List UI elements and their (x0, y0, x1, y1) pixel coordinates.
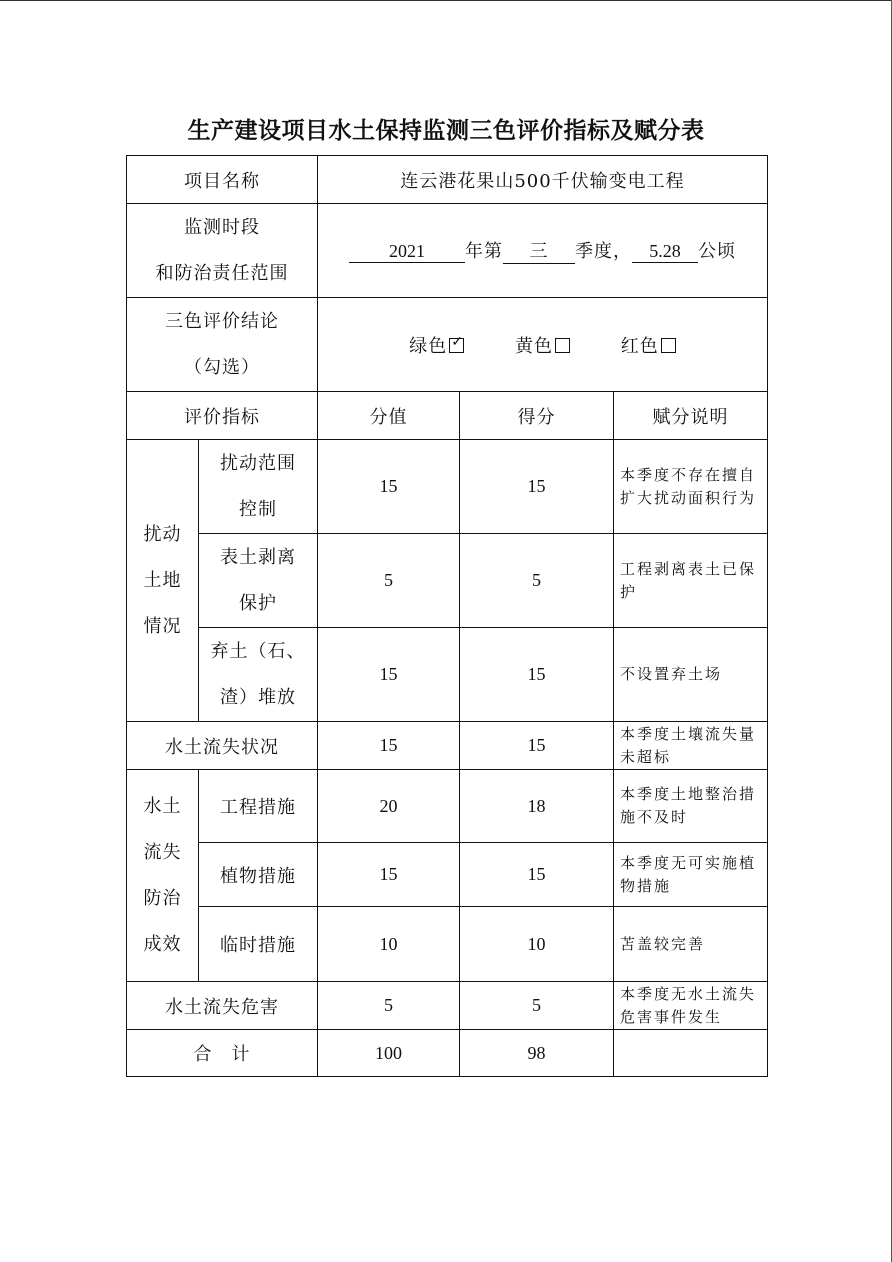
score: 15 (460, 843, 614, 907)
group-label-line: 防治 (143, 887, 182, 909)
indicator-name-line: 渣）堆放 (220, 686, 296, 708)
conclusion-label (127, 298, 318, 392)
evaluation-table (126, 155, 768, 1077)
score: 18 (460, 770, 614, 843)
total-row (127, 1030, 768, 1077)
header-explanation: 赋分说明 (614, 392, 768, 440)
score-explanation: 不设置弃土场 (614, 628, 768, 722)
header-indicator: 评价指标 (127, 392, 318, 440)
group-label-line: 流失 (143, 841, 182, 863)
group-label-line: 水土 (143, 795, 182, 817)
option-green[interactable] (409, 332, 464, 358)
group-label-line: 成效 (143, 933, 182, 955)
table-row (127, 440, 768, 534)
table-row (127, 722, 768, 770)
unchecked-box-icon[interactable] (555, 338, 570, 353)
option-red[interactable] (621, 332, 676, 358)
header-score-value: 分值 (318, 392, 460, 440)
indicator-name (199, 534, 318, 628)
score: 15 (460, 722, 614, 770)
area-field: 5.28 (632, 240, 698, 263)
score: 15 (460, 440, 614, 534)
score-value: 10 (318, 907, 460, 982)
unchecked-box-icon[interactable] (661, 338, 676, 353)
table-row (127, 628, 768, 722)
score: 5 (460, 534, 614, 628)
table-row (127, 534, 768, 628)
total-note (614, 1030, 768, 1077)
score: 10 (460, 907, 614, 982)
period-label (127, 204, 318, 298)
score-explanation: 本季度土壤流失量未超标 (614, 722, 768, 770)
option-green-label: 绿色 (409, 335, 448, 357)
option-red-label: 红色 (620, 335, 659, 357)
group-label-line: 扰动 (143, 523, 182, 545)
project-name: 连云港花果山500千伏输变电工程 (318, 156, 768, 204)
table-row (127, 843, 768, 907)
score-value: 5 (318, 534, 460, 628)
score-value: 20 (318, 770, 460, 843)
period-value (318, 204, 768, 298)
checked-box-icon[interactable]: ✓ (449, 338, 464, 353)
indicator-name-line: 表土剥离 (220, 546, 296, 568)
conclusion-label-line1: 三色评价结论 (165, 310, 279, 332)
period-label-line1: 监测时段 (184, 216, 260, 238)
document-title: 生产建设项目水土保持监测三色评价指标及赋分表 (187, 118, 705, 144)
total-label: 合 计 (127, 1030, 318, 1077)
score-value: 15 (318, 440, 460, 534)
disturbed-land-group-label (127, 440, 199, 722)
indicator-name (199, 628, 318, 722)
total-score: 98 (460, 1030, 614, 1077)
conclusion-label-line2: （勾选） (184, 356, 260, 378)
prevention-group-label (127, 770, 199, 982)
header-score: 得分 (460, 392, 614, 440)
score-value: 15 (318, 628, 460, 722)
indicator-name-line: 保护 (239, 592, 277, 614)
table-row (127, 982, 768, 1030)
table-row (127, 907, 768, 982)
indicator-name: 水土流失状况 (127, 722, 318, 770)
score-explanation: 本季度土地整治措施不及时 (614, 770, 768, 843)
option-yellow-label: 黄色 (515, 335, 554, 357)
conclusion-options (318, 298, 768, 392)
indicator-name-line: 弃土（石、 (210, 640, 306, 662)
score-value: 15 (318, 722, 460, 770)
quarter-suffix: 季度， (575, 241, 633, 262)
quarter-field: 三 (503, 241, 575, 264)
score-value: 5 (318, 982, 460, 1030)
indicator-name: 临时措施 (199, 907, 318, 982)
indicator-name (199, 440, 318, 534)
score-explanation: 工程剥离表土已保护 (614, 534, 768, 628)
score-explanation: 本季度无可实施植物措施 (614, 843, 768, 907)
year-field: 2021 (349, 240, 465, 263)
indicator-name: 工程措施 (199, 770, 318, 843)
indicator-name: 水土流失危害 (127, 982, 318, 1030)
area-unit: 公顷 (698, 241, 737, 262)
header-row (127, 392, 768, 440)
score: 15 (460, 628, 614, 722)
period-label-line2: 和防治责任范围 (155, 262, 289, 284)
project-row (127, 156, 768, 204)
year-suffix: 年第 (465, 241, 504, 262)
group-label-line: 土地 (143, 569, 182, 591)
score: 5 (460, 982, 614, 1030)
score-explanation: 本季度不存在擅自扩大扰动面积行为 (614, 440, 768, 534)
indicator-name-line: 控制 (239, 498, 277, 520)
group-label-line: 情况 (143, 615, 182, 637)
total-value: 100 (318, 1030, 460, 1077)
score-explanation: 本季度无水土流失危害事件发生 (614, 982, 768, 1030)
option-yellow[interactable] (515, 332, 570, 358)
indicator-name: 植物措施 (199, 843, 318, 907)
score-value: 15 (318, 843, 460, 907)
project-label: 项目名称 (127, 156, 318, 204)
conclusion-row (127, 298, 768, 392)
table-row (127, 770, 768, 843)
score-explanation: 苫盖较完善 (614, 907, 768, 982)
period-row (127, 204, 768, 298)
page-top-border (0, 0, 892, 1)
indicator-name-line: 扰动范围 (220, 452, 296, 474)
